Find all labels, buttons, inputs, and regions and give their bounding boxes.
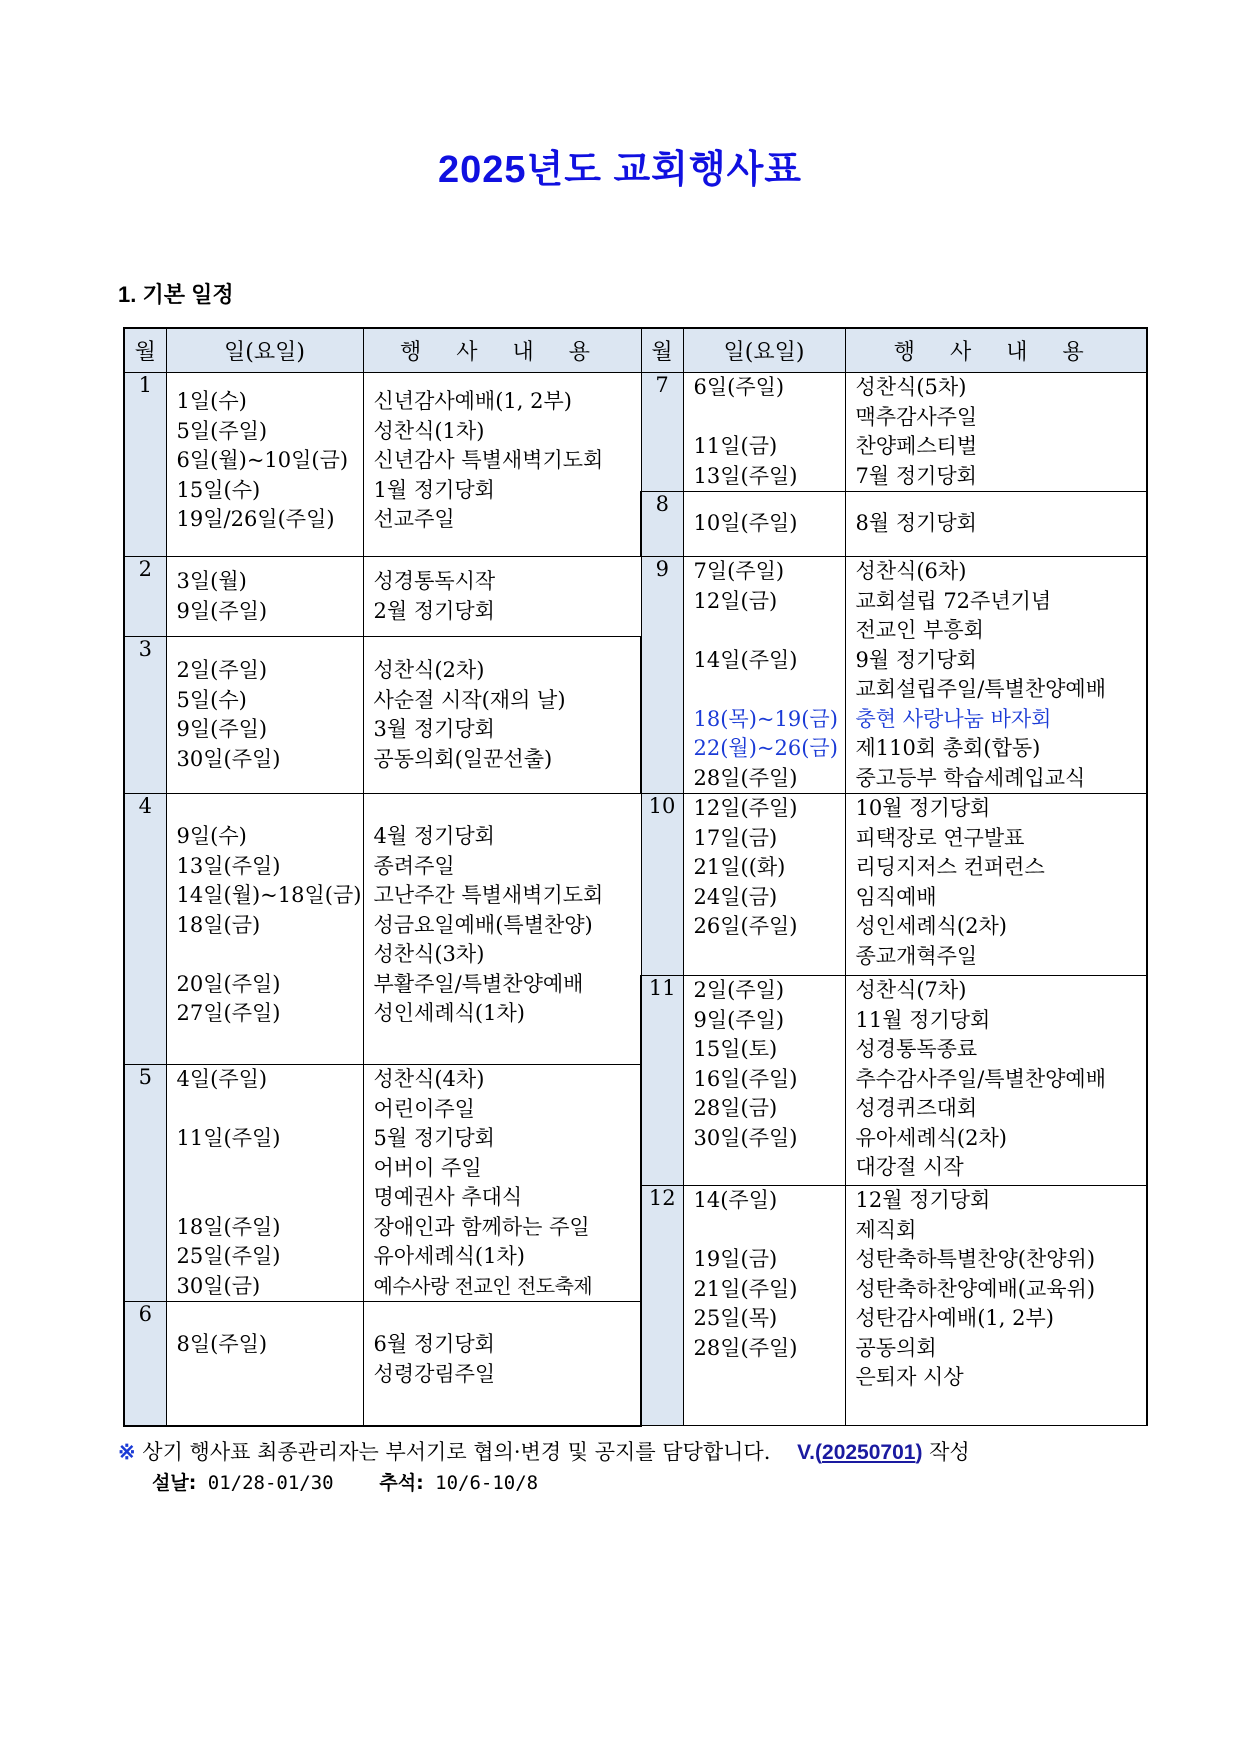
days-cell bbox=[683, 492, 845, 557]
event-line: 8월 정기당회 bbox=[855, 511, 977, 536]
event-line: 성탄축하찬양예배(교육위) bbox=[855, 1276, 1096, 1301]
event-line: 성탄축하특별찬양(찬양위) bbox=[855, 1247, 1096, 1271]
date-line: 30일(금) bbox=[176, 1273, 261, 1298]
day-header: 일(요일) bbox=[683, 328, 845, 373]
date-line: 2일(주일) bbox=[693, 978, 785, 1002]
date-line: 14(주일) bbox=[693, 1188, 778, 1212]
event-line: 공동의회(일꾼선출) bbox=[373, 746, 553, 771]
month-cell: 3 bbox=[124, 637, 166, 794]
chuseok-label: 추석: bbox=[379, 1472, 424, 1494]
date-line: 7일(주일) bbox=[693, 559, 785, 583]
date-line: 10일(주일) bbox=[693, 511, 798, 536]
date-line: 16일(주일) bbox=[693, 1066, 798, 1091]
date-line: 2일(주일) bbox=[176, 658, 268, 683]
event-line: 성령강림주일 bbox=[373, 1361, 496, 1386]
event-line: 성찬식(3차) bbox=[373, 942, 485, 966]
events-cell bbox=[845, 557, 1147, 794]
date-line: 11일(금) bbox=[693, 434, 778, 458]
date-line: 12일(금) bbox=[693, 588, 778, 613]
event-line: 고난주간 특별새벽기도회 bbox=[373, 883, 604, 907]
seollal-dates: 01/28-01/30 bbox=[207, 1472, 334, 1494]
date-line: 12일(주일) bbox=[693, 796, 798, 820]
month-header: 월 bbox=[124, 328, 166, 373]
events-cell bbox=[363, 794, 641, 1065]
date-line: 14일(월)~18일(금) bbox=[176, 883, 362, 907]
days-cell bbox=[683, 557, 845, 794]
event-line: 12월 정기당회 bbox=[855, 1188, 991, 1212]
holiday-note bbox=[152, 1468, 538, 1495]
header-row bbox=[124, 328, 1147, 373]
date-line bbox=[694, 675, 845, 705]
seollal-label: 설날: bbox=[152, 1472, 197, 1494]
date-line: 5일(주일) bbox=[176, 418, 268, 443]
page-title: 2025년도 교회행사표 bbox=[437, 149, 803, 191]
events-cell bbox=[363, 557, 641, 637]
event-line: 성찬식(6차) bbox=[855, 559, 967, 583]
table-row bbox=[124, 557, 1147, 637]
event-line: 성인세례식(1차) bbox=[373, 1001, 525, 1025]
date-line: 13일(주일) bbox=[693, 463, 798, 488]
reference-mark: ※ bbox=[118, 1439, 136, 1464]
days-cell bbox=[166, 373, 363, 557]
days-cell bbox=[166, 794, 363, 1065]
month-cell: 8 bbox=[641, 492, 683, 557]
event-line: 은퇴자 시상 bbox=[855, 1365, 964, 1389]
event-line: 성찬식(2차) bbox=[373, 658, 485, 683]
date-line: 9일(주일) bbox=[176, 598, 268, 623]
date-line bbox=[694, 1216, 845, 1246]
event-line: 교회설립주일/특별찬양예배 bbox=[855, 677, 1107, 701]
event-line: 어린이주일 bbox=[373, 1096, 475, 1121]
month-cell: 12 bbox=[641, 1186, 683, 1426]
date-line: 28일(주일) bbox=[693, 1335, 798, 1360]
event-line: 리딩지저스 컨퍼런스 bbox=[855, 855, 1045, 879]
event-line: 성경통독종료 bbox=[855, 1037, 978, 1061]
event-line: 부활주일/특별찬양예배 bbox=[373, 971, 584, 996]
event-line: 성찬식(1차) bbox=[373, 418, 485, 443]
date-line: 15일(수) bbox=[176, 477, 261, 502]
date-line: 28일(주일) bbox=[693, 765, 798, 790]
date-line: 14일(주일) bbox=[693, 647, 798, 672]
date-line: 9일(주일) bbox=[176, 717, 268, 742]
month-cell: 4 bbox=[124, 794, 166, 1065]
event-line: 피택장로 연구발표 bbox=[855, 825, 1025, 850]
month-cell: 9 bbox=[641, 557, 683, 794]
footer-note bbox=[118, 1436, 1198, 1466]
events-cell bbox=[845, 492, 1147, 557]
month-cell: 1 bbox=[124, 373, 166, 557]
date-line bbox=[177, 1095, 363, 1125]
event-line: 3월 정기당회 bbox=[373, 717, 495, 742]
event-line: 종려주일 bbox=[373, 853, 455, 878]
event-line: 예수사랑 전교인 전도축제 bbox=[373, 1273, 593, 1298]
table-row bbox=[124, 373, 1147, 492]
event-line: 명예권사 추대식 bbox=[373, 1185, 523, 1209]
date-line: 24일(금) bbox=[693, 884, 778, 909]
footer-text: 상기 행사표 최종관리자는 부서기로 협의·변경 및 공지를 담당합니다. bbox=[142, 1440, 771, 1464]
table-row bbox=[124, 794, 1147, 976]
section-heading: 1. 기본 일정 bbox=[118, 282, 234, 307]
date-line: 30일(주일) bbox=[693, 1125, 798, 1150]
date-line: 9일(수) bbox=[176, 824, 247, 848]
event-line: 종교개혁주일 bbox=[855, 943, 978, 968]
date-line bbox=[177, 940, 363, 970]
month-cell: 6 bbox=[124, 1302, 166, 1426]
date-line: 19일(금) bbox=[693, 1247, 778, 1271]
event-line: 임직예배 bbox=[855, 884, 937, 909]
event-line: 교회설립 72주년기념 bbox=[855, 588, 1052, 613]
date-line: 25일(목) bbox=[693, 1306, 778, 1330]
date-line: 21일((화) bbox=[693, 855, 786, 879]
days-cell bbox=[166, 1065, 363, 1302]
days-cell bbox=[683, 794, 845, 976]
event-line: 성찬식(7차) bbox=[855, 978, 967, 1002]
event-line: 7월 정기당회 bbox=[855, 463, 977, 488]
event-line: 유아세례식(1차) bbox=[373, 1244, 525, 1268]
date-line: 1일(수) bbox=[176, 389, 247, 413]
event-line: 유아세례식(2차) bbox=[855, 1125, 1007, 1150]
events-cell bbox=[363, 373, 641, 557]
events-cell bbox=[845, 794, 1147, 976]
date-line: 28일(금) bbox=[693, 1096, 778, 1120]
date-line: 18일(주일) bbox=[176, 1214, 281, 1239]
event-line: 신년감사예배(1, 2부) bbox=[373, 389, 572, 413]
schedule-table bbox=[123, 327, 1148, 1427]
date-line: 15일(토) bbox=[693, 1037, 778, 1061]
event-line: 6월 정기당회 bbox=[373, 1332, 495, 1356]
event-line: 성찬식(4차) bbox=[373, 1067, 485, 1091]
events-cell bbox=[845, 976, 1147, 1186]
date-line: 13일(주일) bbox=[176, 853, 281, 878]
event-line: 맥추감사주일 bbox=[855, 404, 978, 429]
days-cell bbox=[683, 976, 845, 1186]
event-line: 사순절 시작(재의 날) bbox=[373, 687, 566, 712]
events-cell bbox=[363, 637, 641, 794]
event-line: 4월 정기당회 bbox=[373, 824, 495, 848]
event-line: 장애인과 함께하는 주일 bbox=[373, 1214, 590, 1239]
event-line: 성경퀴즈대회 bbox=[855, 1096, 978, 1120]
date-line: 26일(주일) bbox=[693, 914, 798, 938]
event-line: 2월 정기당회 bbox=[373, 598, 495, 623]
date-line: 22(월)~26(금) bbox=[693, 736, 838, 760]
days-cell bbox=[683, 373, 845, 492]
date-line: 30일(주일) bbox=[176, 746, 281, 771]
date-line: 18(목)~19(금) bbox=[693, 706, 838, 731]
event-line: 추수감사주일/특별찬양예배 bbox=[855, 1066, 1107, 1091]
event-line: 성경통독시작 bbox=[373, 569, 496, 594]
date-line: 4일(주일) bbox=[176, 1067, 268, 1091]
days-cell bbox=[683, 1186, 845, 1426]
event-line: 제직회 bbox=[855, 1217, 917, 1242]
event-line: 성찬식(5차) bbox=[855, 375, 967, 399]
event-line: 성탄감사예배(1, 2부) bbox=[855, 1306, 1054, 1330]
event-line: 9월 정기당회 bbox=[855, 647, 977, 672]
event-line: 1월 정기당회 bbox=[373, 477, 495, 502]
written-label: 작성 bbox=[929, 1440, 970, 1464]
month-cell: 7 bbox=[641, 373, 683, 492]
event-line: 성금요일예배(특별찬양) bbox=[373, 912, 593, 937]
date-line: 5일(수) bbox=[176, 687, 247, 712]
month-header: 월 bbox=[641, 328, 683, 373]
event-line: 충현 사랑나눔 바자회 bbox=[855, 706, 1052, 731]
version-label: V.(20250701) bbox=[797, 1441, 923, 1464]
event-line: 공동의회 bbox=[855, 1335, 937, 1360]
date-line: 6일(월)~10일(금) bbox=[176, 448, 349, 472]
date-line: 18일(금) bbox=[176, 912, 261, 937]
event-line: 대강절 시작 bbox=[855, 1155, 964, 1179]
month-cell: 2 bbox=[124, 557, 166, 637]
event-line: 신년감사 특별새벽기도회 bbox=[373, 448, 604, 472]
month-cell: 5 bbox=[124, 1065, 166, 1302]
events-cell bbox=[845, 373, 1147, 492]
date-line: 19일/26일(주일) bbox=[176, 507, 335, 531]
month-cell: 11 bbox=[641, 976, 683, 1186]
events-cell bbox=[363, 1302, 641, 1426]
event-line: 전교인 부흥회 bbox=[855, 618, 984, 642]
date-line: 25일(주일) bbox=[176, 1244, 281, 1268]
date-line bbox=[694, 616, 845, 646]
date-line: 27일(주일) bbox=[176, 1001, 281, 1025]
event-line: 10월 정기당회 bbox=[855, 796, 991, 820]
date-line bbox=[177, 1154, 363, 1184]
event-line: 선교주일 bbox=[373, 507, 455, 531]
days-cell bbox=[166, 1302, 363, 1426]
date-line: 21일(주일) bbox=[693, 1276, 798, 1301]
event-line: 어버이 주일 bbox=[373, 1155, 482, 1180]
date-line: 6일(주일) bbox=[693, 375, 785, 399]
event-line: 11월 정기당회 bbox=[855, 1007, 991, 1032]
date-line: 20일(주일) bbox=[176, 971, 281, 996]
events-cell bbox=[845, 1186, 1147, 1426]
day-header: 일(요일) bbox=[166, 328, 363, 373]
days-cell bbox=[166, 637, 363, 794]
date-line: 9일(주일) bbox=[693, 1007, 785, 1032]
event-line: 중고등부 학습세례입교식 bbox=[855, 765, 1086, 790]
events-cell bbox=[363, 1065, 641, 1302]
date-line bbox=[694, 403, 845, 433]
event-header: 행 사 내 용 bbox=[845, 328, 1147, 373]
date-line: 3일(월) bbox=[176, 569, 247, 594]
event-header: 행 사 내 용 bbox=[363, 328, 641, 373]
event-line: 성인세례식(2차) bbox=[855, 914, 1007, 938]
date-line: 8일(주일) bbox=[176, 1332, 268, 1356]
chuseok-dates: 10/6-10/8 bbox=[435, 1472, 539, 1494]
event-line: 찬양페스티벌 bbox=[855, 434, 978, 458]
days-cell bbox=[166, 557, 363, 637]
event-line: 제110회 총회(합동) bbox=[855, 736, 1041, 760]
date-line: 11일(주일) bbox=[176, 1126, 281, 1150]
date-line bbox=[177, 1183, 363, 1213]
date-line: 17일(금) bbox=[693, 825, 778, 850]
event-line: 5월 정기당회 bbox=[373, 1126, 495, 1150]
month-cell: 10 bbox=[641, 794, 683, 976]
